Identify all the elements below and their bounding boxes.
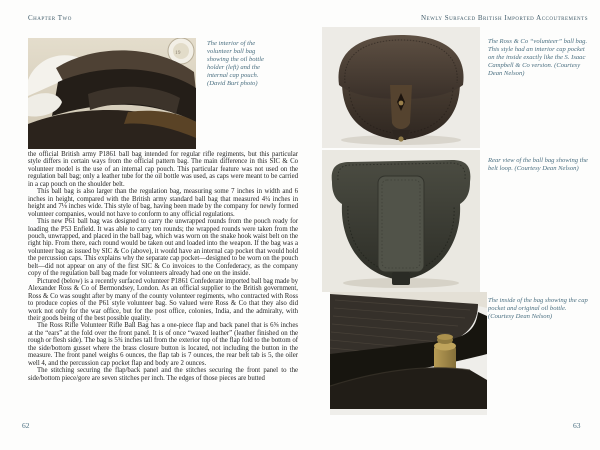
svg-text:19: 19 xyxy=(175,50,181,56)
right-photo-caption-1: The Ross & Co “volunteer” ball bag. This style had an interior cap pocket on the inside exactly like the S. Isaac Campbell & Co version. (Courtesy Dean Nelson) xyxy=(488,38,588,77)
left-running-head: Chapter Two xyxy=(28,14,72,22)
body-paragraph: The stitching securing the flap/back panel and the stitches securing the front panel to the side/bottom piece/gore are seven stitches per inch. The edges of those pieces are butted xyxy=(28,367,298,382)
right-running-head: Newly Surfaced British Imported Accoutrements xyxy=(420,14,588,22)
ball-bag-rear-photo xyxy=(322,150,480,292)
ball-bag-front-photo xyxy=(322,27,480,148)
ball-bag-rear-illustration xyxy=(322,150,480,292)
body-paragraph: This ball bag is also larger than the regulation bag, measuring some 7 inches in width and 6 inches in height, compared with the British army standard ball bag that measured 4¼ inches in height and 7⅛ inches wide. This style of bag, having been made by the company for newly formed volunteer companies, would not have to conform to any official regulations. xyxy=(28,188,298,218)
body-paragraph: Pictured (below) is a recently surfaced volunteer P1861 Confederate imported ball bag made by Alexander Ross & Co of Bermondsey, London. As an official supplier to the British government, Ross & Co was sought after by many of the county volunteer regiments, who contracted with Ross to produce copies of the P61 style volunteer bag. So valued were Ross & Co that they also did work not only for the war office, but for the post office, colonies, India, and the admiralty, with their goods being of the best possible quality. xyxy=(28,277,298,322)
ball-bag-front-illustration xyxy=(322,27,480,148)
body-paragraph: This new P61 ball bag was designed to carry the unwrapped rounds from the pouch ready for loading the P53 Enfield. It was able to carry ten rounds; the wrapped rounds were taken from the pouch, unwrapped, and placed in the ball bag, which was worn on the snake hook waist belt on the right hip. From there, each round would be taken out and loaded into the weapon. If the bag was a volunteer bag as issued by SIC & Co (above), it would have an internal cap pocket that would hold the percussion caps. This explains why the separate cap pocket—designed to be worn on the pouch belt—did not appear on any of the first SIC & Co invoices to the Confederacy, as the company copy of the regulation ball bag made for volunteers already had one on the inside. xyxy=(28,218,298,278)
body-paragraph: the official British army P1861 ball bag intended for regular rifle regiments, but this particular style differs in certain ways from the official pattern bag. The main difference in this SIC & Co volunteer model is the use of an internal cap pouch. This particular feature was not used on the regulation ball bag; only a leather tube for the oil bottle was used, as caps were meant to be carried in a cap pouch on the shoulder belt. xyxy=(28,151,298,188)
ball-bag-inside-photo xyxy=(330,292,487,415)
left-photo-caption: The interior of the volunteer ball bag showing the oil bottle holder (left) and the internal cap pouch. (David Burt photo) xyxy=(207,40,264,87)
interior-ball-bag-photo xyxy=(28,38,196,149)
left-page-number: 62 xyxy=(22,421,30,430)
body-paragraph: The Ross Rifle Volunteer Rifle Ball Bag has a one-piece flap and back panel that is 6⅝ inches at the “ears” at the fold over the front panel. It is of once “waxed leather” (leather finished on the rough or flesh side). The bag is 5¾ inches tall from the exterior top of the flap fold to the bottom of the side/bottom gusset where the brass closure button is located, not including the button in the measure. The front panel weighs 6 ounces, the flap tab is 7 ounces, the rear belt tab is 5, the oiler well 4, and the percussion cap pocket flap and body are 2 ounces. xyxy=(28,322,298,367)
body-text-column xyxy=(28,151,298,382)
right-page-number: 63 xyxy=(573,421,581,430)
right-photo-caption-2: Rear view of the ball bag showing the belt loop. (Courtesy Dean Nelson) xyxy=(488,157,588,172)
ball-bag-inside-illustration xyxy=(330,292,487,415)
interior-ball-bag-illustration xyxy=(28,38,196,149)
right-photo-caption-3: The inside of the bag showing the cap pocket and original oil bottle. (Courtesy Dean Nelson) xyxy=(488,297,588,320)
